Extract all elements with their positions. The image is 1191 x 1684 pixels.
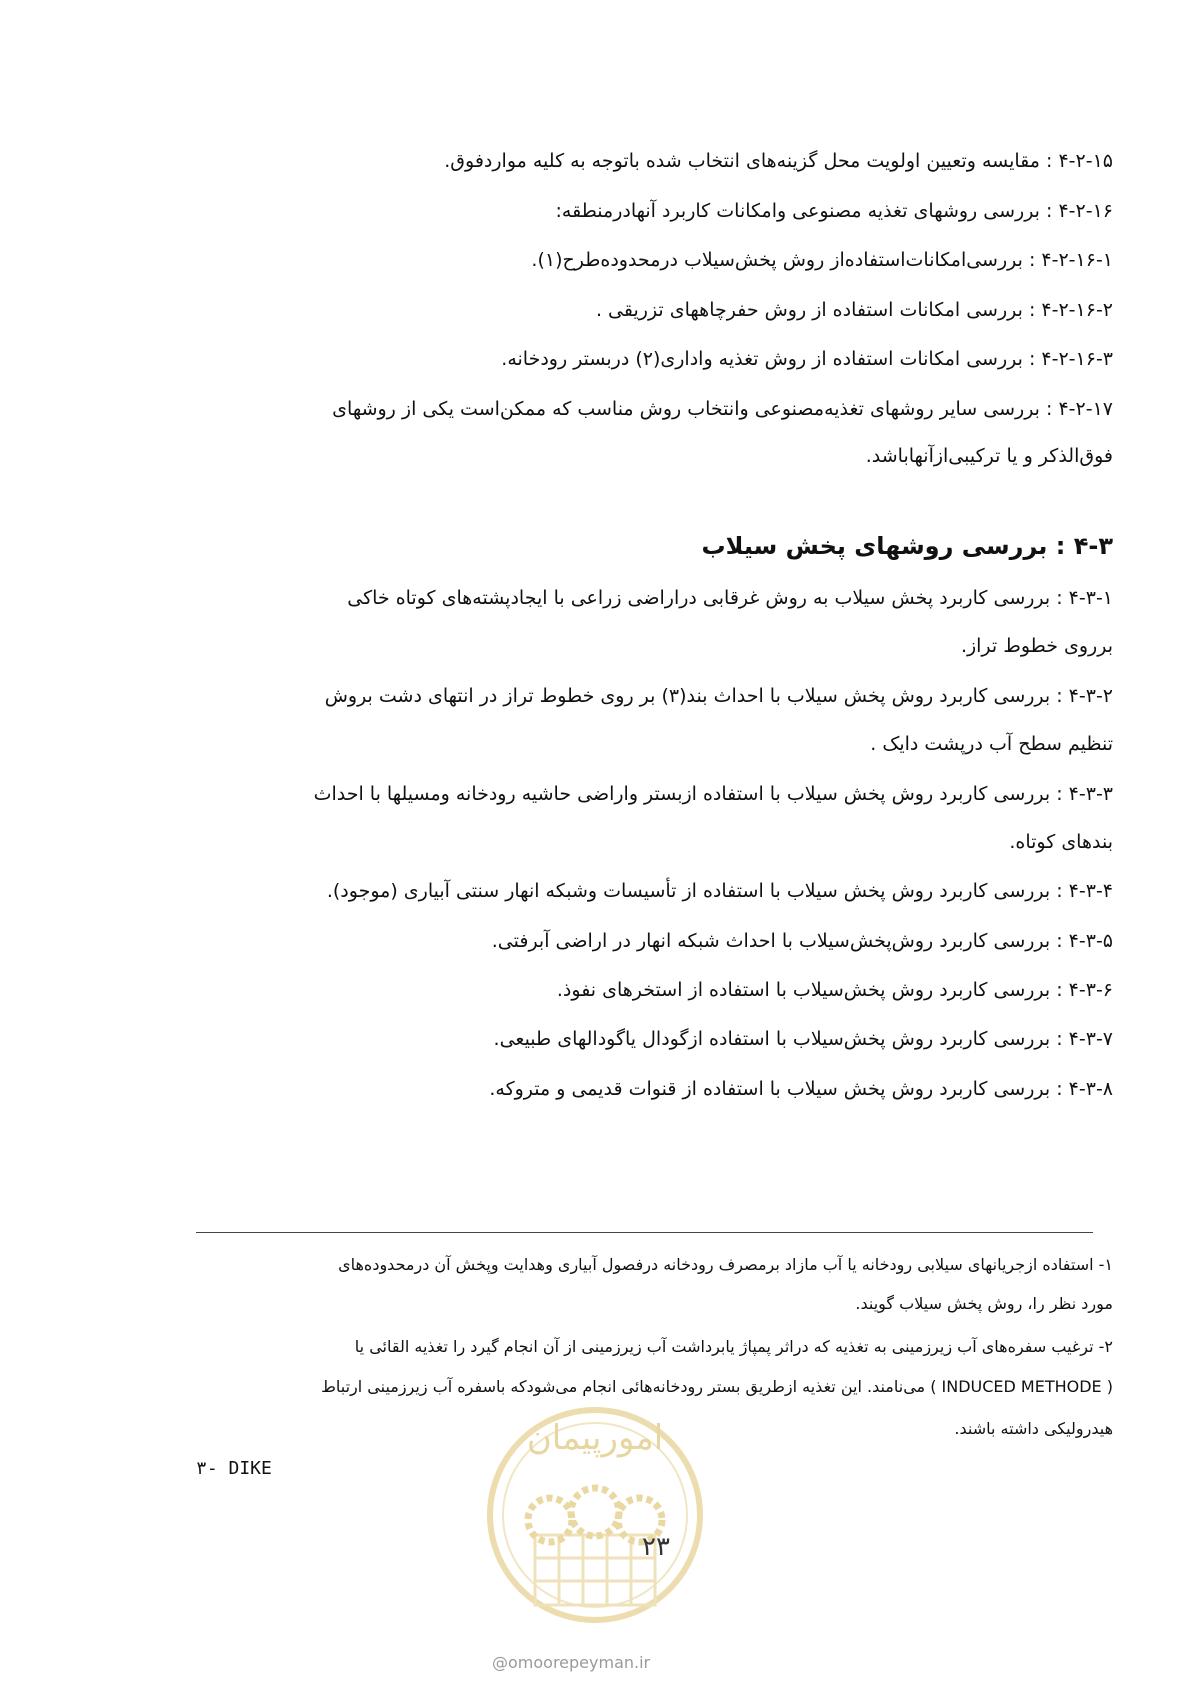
item-4-3-5: ۴-۳-۵ : بررسی کاربرد روش‌پخش‌سیلاب با احداث شبکه انهار در اراضی آبرفتی.: [491, 930, 1113, 952]
item-4-2-16: ۴-۲-۱۶ : بررسی روشهای تغذیه مصنوعی وامکانات کاربرد آنهادرمنطقه:: [555, 200, 1113, 222]
item-4-3-2: ۴-۳-۲ : بررسی کاربرد روش پخش سیلاب با احداث بند(۳) بر روی خطوط تراز در انتهای دشت بروش: [324, 685, 1113, 707]
item-4-3-3-cont: بندهای کوتاه.: [1009, 831, 1113, 853]
watermark-site: [492, 1653, 650, 1672]
footnote-3: ۳- DIKE: [196, 1458, 272, 1479]
footnote-2-cont2: هیدرولیکی داشته باشند.: [954, 1419, 1113, 1438]
watermark-site-text: omoorepeyman.ir: [508, 1653, 651, 1672]
item-4-2-16-2: ۴-۲-۱۶-۲ : بررسی امکانات استفاده از روش حفرچاههای تزریقی .: [595, 299, 1113, 321]
item-4-3-2-cont: تنظیم سطح آب درپشت دایک .: [870, 733, 1113, 755]
item-4-3-6: ۴-۳-۶ : بررسی کاربرد روش پخش‌سیلاب با استفاده از استخرهای نفوذ.: [556, 979, 1113, 1001]
item-4-2-15: ۴-۲-۱۵ : مقایسه وتعیین اولویت محل گزینه‌های انتخاب شده باتوجه به کلیه مواردفوق.: [444, 150, 1113, 172]
at-icon: @: [492, 1653, 508, 1672]
section-heading-4-3: ۴-۳ : بررسی روشهای پخش سیلاب: [701, 532, 1113, 560]
footnote-1: ۱- استفاده ازجریانهای سیلابی رودخانه یا آب مازاد برمصرف رودخانه درفصول آبیاری وهدایت وپخش آن درمحدوده‌های: [338, 1255, 1113, 1274]
footnote-2: ۲- ترغیب سفره‌های آب زیرزمینی به تغذیه که دراثر پمپاژ یابرداشت آب زیرزمینی از آن انجام گیرد را تغذیه القائی یا: [354, 1337, 1113, 1356]
watermark-logo-text: امورپیمان: [526, 1418, 664, 1458]
item-4-2-17: ۴-۲-۱۷ : بررسی سایر روشهای تغذیه‌مصنوعی وانتخاب روش مناسب که ممکن‌است یکی از روشهای: [332, 398, 1113, 420]
item-4-2-17-cont: فوق‌الذکر و یا ترکیبی‌ازآنهاباشد.: [865, 445, 1113, 467]
item-4-3-7: ۴-۳-۷ : بررسی کاربرد روش پخش‌سیلاب با استفاده ازگودال یاگودالهای طبیعی.: [493, 1028, 1113, 1050]
item-4-3-3: ۴-۳-۳ : بررسی کاربرد روش پخش سیلاب با استفاده ازبستر واراضی حاشیه رودخانه ومسیلها با احداث: [313, 783, 1113, 805]
item-4-3-8: ۴-۳-۸ : بررسی کاربرد روش پخش سیلاب با استفاده از قنوات قدیمی و متروکه.: [489, 1078, 1113, 1100]
page-number: ۲۳: [642, 1532, 670, 1562]
footnote-separator: [196, 1232, 1093, 1233]
item-4-3-4: ۴-۳-۴ : بررسی کاربرد روش پخش سیلاب با استفاده از تأسیسات وشبکه انهار سنتی آبیاری (موجود).: [326, 880, 1113, 902]
item-4-3-1: ۴-۳-۱ : بررسی کاربرد پخش سیلاب به روش غرقابی دراراضی زراعی با ایجادپشته‌های کوتاه خاکی: [347, 587, 1113, 609]
item-4-3-1-cont: برروی خطوط تراز.: [960, 635, 1113, 657]
item-4-2-16-1: ۴-۲-۱۶-۱ : بررسی‌امکانات‌استفاده‌از روش پخش‌سیلاب درمحدوده‌طرح(۱).: [531, 249, 1113, 271]
footnote-1-cont: مورد نظر را، روش پخش سیلاب گویند.: [855, 1294, 1113, 1313]
item-4-2-16-3: ۴-۲-۱۶-۳ : بررسی امکانات استفاده از روش تغذیه واداری(۲) دربستر رودخانه.: [501, 348, 1113, 370]
footnote-2-cont: ( INDUCED METHODE ) می‌نامند. این تغذیه ازطریق بستر رودخانه‌هائی انجام می‌شودکه باسفره آب زیرزمینی ارتباط: [321, 1377, 1113, 1396]
